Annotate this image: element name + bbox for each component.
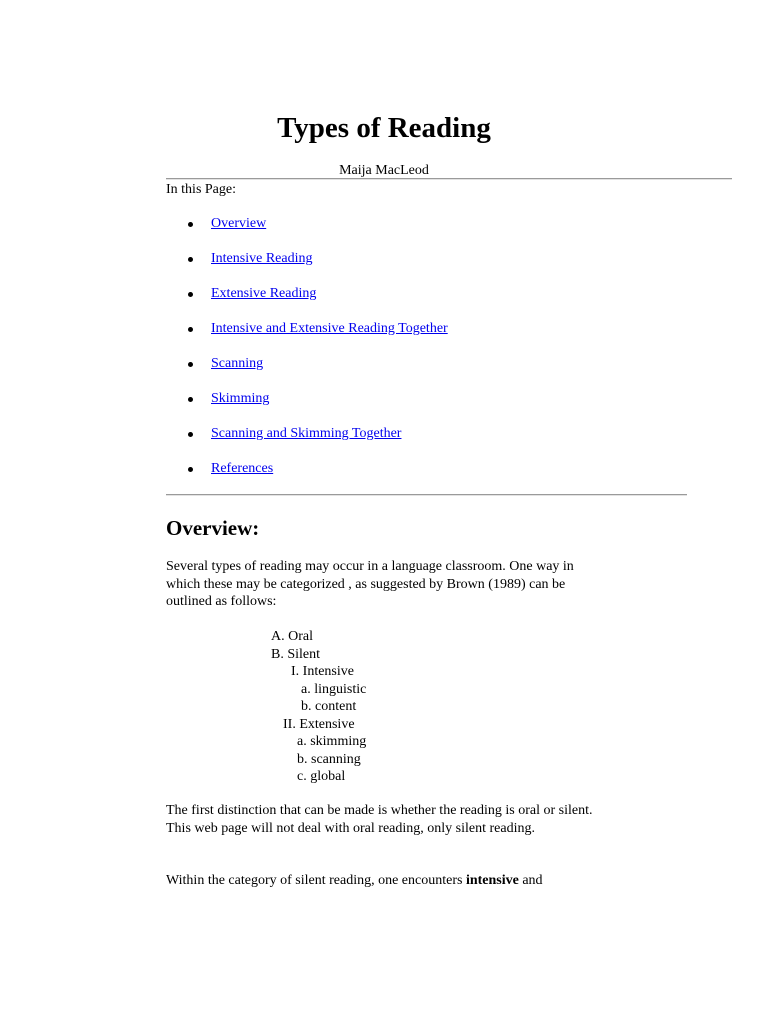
- outline-item-linguistic: a. linguistic: [301, 681, 367, 697]
- bullet-icon: [188, 397, 193, 402]
- toc-link-references[interactable]: References: [211, 461, 274, 476]
- toc-item-overview: [166, 215, 448, 250]
- top-divider: [166, 178, 732, 180]
- author-name: Maija MacLeod: [339, 163, 429, 178]
- toc-link-extensive-reading[interactable]: Extensive Reading: [211, 286, 317, 301]
- paragraph-3-bold-term: intensive: [465, 873, 519, 888]
- outline-item-global: c. global: [297, 769, 346, 784]
- bullet-icon: [188, 362, 193, 367]
- toc-link-intensive-extensive-together[interactable]: Intensive and Extensive Reading Together: [211, 321, 448, 336]
- toc-item-scanning: [166, 355, 448, 390]
- outline-item-extensive: II. Extensive: [283, 716, 355, 732]
- outline-item-scanning: b. scanning: [297, 751, 361, 767]
- toc-link-scanning[interactable]: Scanning: [211, 356, 264, 371]
- page-title: Types of Reading: [277, 112, 491, 144]
- table-of-contents: [166, 215, 448, 495]
- bullet-icon: [188, 432, 193, 437]
- toc-item-references: [166, 460, 448, 495]
- bullet-icon: [188, 467, 193, 472]
- overview-paragraph-1: Several types of reading may occur in a language classroom. One way in which these may be categorized , as suggested by Brown (1989) can be outlined as follows:: [166, 559, 574, 609]
- outline-item-intensive: I. Intensive: [291, 664, 354, 679]
- toc-item-intensive-extensive-together: [166, 320, 448, 355]
- section-divider: [166, 494, 687, 496]
- toc-link-skimming[interactable]: Skimming: [211, 391, 270, 406]
- toc-item-intensive-reading: [166, 250, 448, 285]
- overview-heading: Overview:: [166, 516, 260, 540]
- outline-item-oral: A. Oral: [271, 629, 313, 644]
- outline-item-silent: B. Silent: [271, 646, 321, 662]
- bullet-icon: [188, 292, 193, 297]
- bullet-icon: [188, 327, 193, 332]
- bullet-icon: [188, 222, 193, 227]
- toc-link-intensive-reading[interactable]: Intensive Reading: [211, 251, 313, 266]
- outline-item-skimming: a. skimming: [297, 734, 367, 749]
- overview-paragraph-2: The first distinction that can be made is whether the reading is oral or silent. This web page will not deal with oral reading, only silent reading.: [166, 803, 593, 836]
- overview-paragraph-3: [166, 872, 606, 890]
- toc-item-skimming: [166, 390, 448, 425]
- paragraph-3-text-start: Within the category of silent reading, one encounters: [166, 873, 466, 888]
- toc-link-scanning-skimming-together[interactable]: Scanning and Skimming Together: [211, 426, 402, 441]
- outline-item-content: b. content: [301, 699, 357, 714]
- paragraph-3-text-end: and: [518, 873, 543, 888]
- toc-item-extensive-reading: [166, 285, 448, 320]
- toc-item-scanning-skimming-together: [166, 425, 448, 460]
- bullet-icon: [188, 257, 193, 262]
- in-this-page-label: In this Page:: [166, 182, 236, 197]
- toc-link-overview[interactable]: Overview: [211, 216, 267, 231]
